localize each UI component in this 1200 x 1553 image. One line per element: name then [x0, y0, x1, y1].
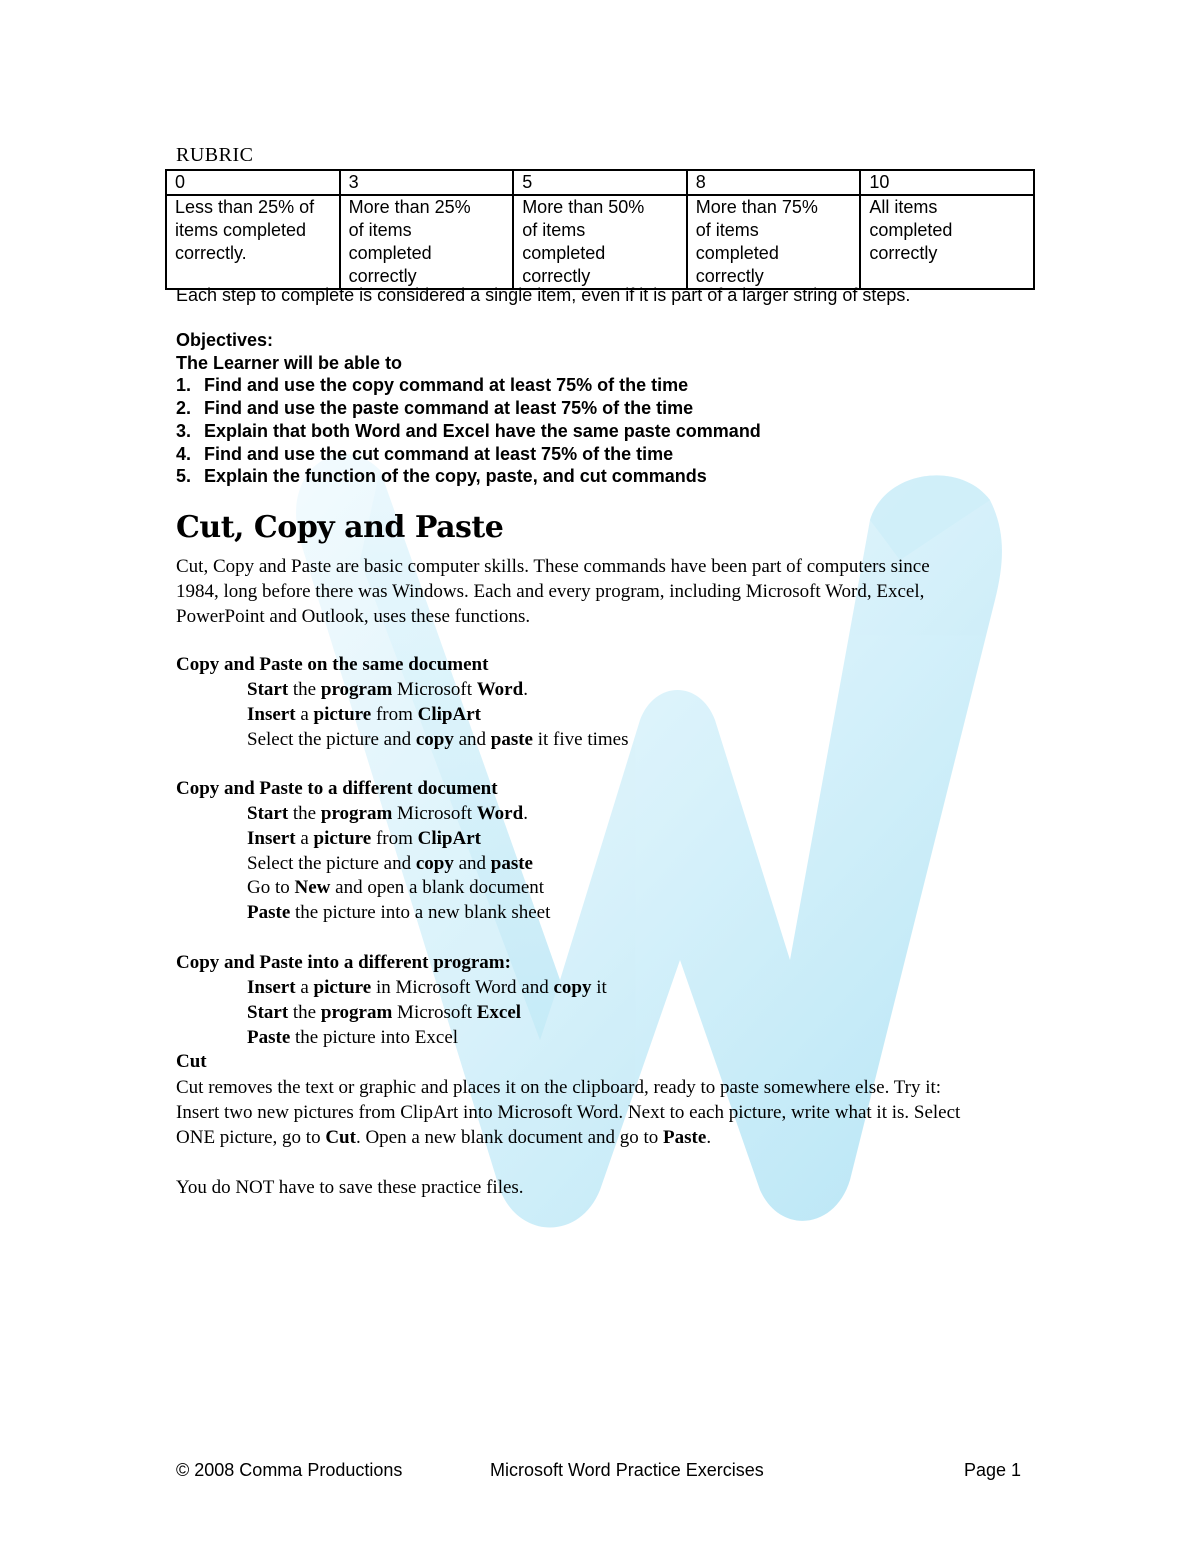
- intro-paragraph: [176, 554, 1076, 629]
- objective-text: Find and use the copy command at least 75% of the time: [204, 375, 689, 396]
- step: Start the program Microsoft Excel: [247, 1001, 522, 1023]
- rubric-line: completed: [869, 220, 953, 240]
- rubric-line: All items: [869, 197, 938, 217]
- step: Insert a picture from ClipArt: [247, 827, 481, 849]
- rubric-score: 8: [687, 170, 861, 195]
- step: Start the program Microsoft Word.: [247, 803, 528, 824]
- rubric-description-row: [166, 195, 1034, 289]
- rubric-note: Each step to complete is considered a single item, even if it is part of a larger string of steps.: [176, 285, 911, 305]
- step: Select the picture and copy and paste it five times: [247, 728, 629, 750]
- rubric-line: correctly: [869, 243, 938, 263]
- objective-number: 5.: [176, 466, 192, 487]
- step: Go to New and open a blank document: [247, 877, 545, 899]
- objective-number: 2.: [176, 398, 192, 419]
- steps-different-program: [247, 976, 607, 1050]
- rubric-score: 3: [340, 170, 514, 195]
- section-title-different-document: Copy and Paste to a different document: [176, 778, 498, 799]
- footer-title: Microsoft Word Practice Exercises: [490, 1460, 764, 1480]
- step: Start the program Microsoft Word.: [247, 679, 528, 700]
- objective-item: [176, 443, 761, 466]
- rubric-score: 5: [513, 170, 687, 195]
- footer-page-number: Page 1: [964, 1460, 1022, 1480]
- rubric-line: correctly: [695, 266, 764, 286]
- objectives-title: Objectives:: [176, 330, 274, 350]
- rubric-description: [687, 195, 861, 289]
- objective-text: Explain the function of the copy, paste, and cut commands: [204, 466, 707, 487]
- objective-item: [176, 374, 761, 397]
- step: Insert a picture from ClipArt: [247, 703, 481, 725]
- rubric-score-row: [166, 170, 1034, 195]
- objective-text: Find and use the cut command at least 75% of the time: [204, 443, 674, 464]
- footer-copyright: © 2008 Comma Productions: [176, 1460, 403, 1480]
- step: Insert a picture in Microsoft Word and copy it: [247, 977, 607, 998]
- section-title-cut: Cut: [176, 1051, 207, 1072]
- rubric-line: items completed: [175, 220, 307, 240]
- rubric-description: [166, 195, 340, 289]
- objectives: [176, 329, 761, 488]
- rubric-description: [340, 195, 514, 289]
- rubric-line: correctly.: [175, 243, 247, 263]
- rubric-line: More than 75%: [695, 197, 818, 217]
- intro-line: Cut, Copy and Paste are basic computer skills. These commands have been part of computers since: [176, 556, 930, 577]
- objective-text: Find and use the paste command at least 75% of the time: [204, 398, 694, 419]
- rubric-label: RUBRIC: [176, 144, 254, 166]
- cut-line: ONE picture, go to Cut. Open a new blank document and go to Paste.: [176, 1127, 712, 1148]
- rubric-line: of items: [522, 220, 586, 240]
- final-note: You do NOT have to save these practice files.: [176, 1177, 524, 1198]
- step: Select the picture and copy and paste: [247, 852, 533, 874]
- cut-line: Cut removes the text or graphic and places it on the clipboard, ready to paste somewhere else. Try it:: [176, 1077, 942, 1098]
- rubric-description: [513, 195, 687, 289]
- rubric-line: completed: [348, 243, 432, 263]
- rubric-line: More than 25%: [348, 197, 471, 217]
- step: Paste the picture into a new blank sheet: [247, 902, 551, 924]
- objectives-intro: The Learner will be able to: [176, 352, 403, 373]
- section-title-different-program: Copy and Paste into a different program:: [176, 952, 511, 973]
- rubric-line: Less than 25% of: [175, 197, 315, 217]
- steps-different-document: [247, 802, 550, 926]
- rubric-line: of items: [348, 220, 412, 240]
- cut-line: Insert two new pictures from ClipArt into Microsoft Word. Next to each picture, write what it is. Select: [176, 1102, 961, 1123]
- objective-number: 4.: [176, 443, 192, 464]
- rubric-line: completed: [695, 243, 779, 263]
- objective-number: 1.: [176, 375, 192, 396]
- rubric-line: More than 50%: [522, 197, 645, 217]
- objective-item: [176, 465, 761, 488]
- section-title-same-document: Copy and Paste on the same document: [176, 654, 489, 675]
- cut-paragraph: [176, 1075, 1076, 1150]
- intro-line: 1984, long before there was Windows. Each and every program, including Microsoft Word, Excel,: [176, 581, 925, 602]
- rubric-score: 10: [860, 170, 1034, 195]
- rubric-line: correctly: [348, 266, 417, 286]
- rubric-table: [165, 169, 1035, 290]
- main-heading: Cut, Copy and Paste: [176, 510, 504, 545]
- steps-same-document: [247, 678, 629, 752]
- rubric-score: 0: [166, 170, 340, 195]
- objective-item: [176, 420, 761, 443]
- rubric-description: [860, 195, 1034, 289]
- intro-line: PowerPoint and Outlook, uses these functions.: [176, 606, 531, 627]
- objective-text: Explain that both Word and Excel have the same paste command: [204, 420, 761, 441]
- objectives-list: [176, 374, 761, 488]
- rubric-line: correctly: [522, 266, 591, 286]
- objective-number: 3.: [176, 420, 192, 441]
- rubric-line: completed: [522, 243, 606, 263]
- step: Paste the picture into Excel: [247, 1026, 459, 1048]
- objective-item: [176, 397, 761, 420]
- rubric-line: of items: [695, 220, 759, 240]
